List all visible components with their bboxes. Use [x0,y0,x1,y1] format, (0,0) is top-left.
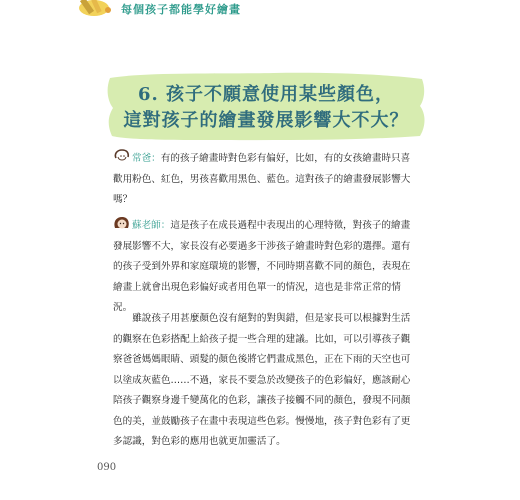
speaker-father: 常爸： [132,153,161,164]
father-avatar-icon [113,149,130,163]
speaker-teacher: 蘇老師： [132,220,171,231]
section-title-line-1: 6. 孩子不願意使用某些顏色， [137,84,395,105]
section-title-banner [104,70,428,142]
teacher-avatar-icon [113,216,130,230]
page-number: 090 [97,462,117,473]
pencil-brush-logo-icon [78,0,118,18]
header-title: 每個孩子都能學好繪畫 [121,3,241,16]
dialog-father-text: 有的孩子繪畫時對色彩有偏好，比如，有的女孩繪畫時只喜歡用粉色、紅色，男孩喜歡用黑色、藍色。這對孩子的繪畫發展影響大嗎？ [113,153,411,205]
dialog-father [113,149,413,211]
page-header [0,0,520,22]
section-title-line-2: 這對孩子的繪畫發展影響大不大？ [123,110,409,131]
dialog-teacher-text: 這是孩子在成長過程中表現出的心理特徵，對孩子的繪畫發展影響不大，家長沒有必要過多干涉孩子繪畫時對色彩的選擇。還有的孩子受到外界和家庭環境的影響，不同時期喜歡不同的顏色，表現在繪畫上就會出現色彩偏好或者用色單一的情況，這也是非常正常的情況。 [113,220,411,313]
body-paragraph: 雖說孩子用甚麼顏色沒有絕對的對與錯，但是家長可以根據對生活的觀察在色彩搭配上給孩子提一些合理的建議。比如，可以引導孩子觀察爸爸媽媽眼睛、頭髮的顏色後將它們畫成黑色，正在下雨的天空也可以塗成灰藍色……不過，家長不要急於改變孩子的色彩偏好，應該耐心陪孩子觀察身邊千變萬化的色彩，讓孩子接觸不同的顏色，發現不同顏色的美，並鼓勵孩子在畫中表現這些色彩。慢慢地，孩子對色彩有了更多認識，對色彩的應用也就更加靈活了。 [113,313,411,447]
dialog-teacher [113,216,413,319]
